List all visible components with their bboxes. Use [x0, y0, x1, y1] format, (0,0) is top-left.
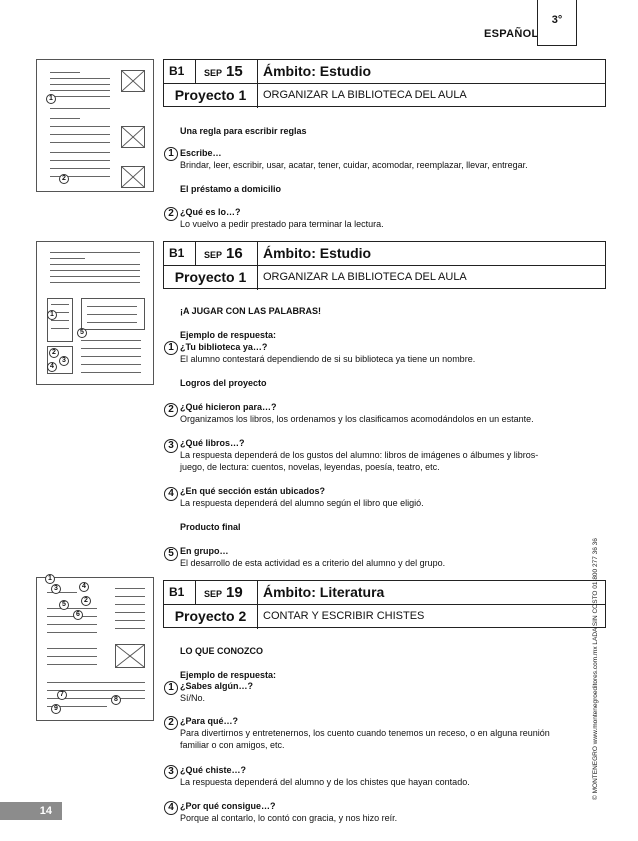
page-thumbnail-2 [36, 241, 154, 385]
project-name: CONTAR Y ESCRIBIR CHISTES [263, 610, 425, 622]
answer: La respuesta dependerá del alumno y de los chistes que hayan contado. [180, 777, 470, 787]
subheading: Una regla para escribir reglas [180, 126, 307, 136]
ambito-title: Ámbito: Estudio [263, 63, 372, 79]
activity-marker: 3 [164, 439, 178, 453]
ambito-title: Ámbito: Estudio [263, 245, 372, 261]
answer: Organizamos los libros, los ordenamos y los clasificamos acomodándolos en un estante. [180, 414, 534, 424]
answer: Para divertirnos y entretenernos, los cuento cuando tenemos un receso, o en alguna reunión [180, 728, 550, 738]
question: ¿Qué hicieron para…? [180, 402, 277, 412]
block-label: B1 [164, 60, 196, 84]
thumb-marker: 4 [47, 362, 57, 372]
subheading: Logros del proyecto [180, 378, 267, 388]
project-name: ORGANIZAR LA BIBLIOTECA DEL AULA [263, 271, 467, 283]
thumb-marker: 5 [77, 328, 87, 338]
project-label: Proyecto 2 [164, 605, 258, 629]
section-banner [163, 59, 606, 107]
thumb-marker: 2 [81, 596, 91, 606]
thumb-marker: 5 [59, 600, 69, 610]
subheading: LO QUE CONOZCO [180, 646, 263, 656]
thumb-marker: 4 [79, 582, 89, 592]
question: ¿En qué sección están ubicados? [180, 486, 326, 496]
section-banner [163, 241, 606, 289]
answer: La respuesta dependerá de los gustos del alumno: libros de imágenes o álbumes y libros- [180, 450, 539, 460]
question: ¿Qué es lo…? [180, 207, 241, 217]
block-label: B1 [164, 581, 196, 605]
block-label: B1 [164, 242, 196, 266]
activity-marker: 2 [164, 207, 178, 221]
thumb-marker: 6 [73, 610, 83, 620]
subheading: Ejemplo de respuesta: [180, 330, 277, 340]
answer: familiar o con amigos, etc. [180, 740, 285, 750]
publisher-credit: © MONTENEGRO www.montenegroeditores.com.mx LADA SIN COSTO 01 800 277 36 36 [592, 538, 599, 800]
subheading: Producto final [180, 522, 241, 532]
thumb-marker: 3 [59, 356, 69, 366]
section-banner [163, 580, 606, 628]
image-placeholder-icon [121, 126, 145, 148]
question: ¿Sabes algún…? [180, 681, 254, 691]
answer: Brindar, leer, escribir, usar, acatar, tener, cuidar, acomodar, reemplazar, llevar, entregar. [180, 160, 528, 170]
project-label: Proyecto 1 [164, 266, 258, 290]
activity-marker: 4 [164, 801, 178, 815]
activity-marker: 2 [164, 403, 178, 417]
subject-header: ESPAÑOL [484, 28, 539, 40]
activity-marker: 4 [164, 487, 178, 501]
question: ¿Tu biblioteca ya…? [180, 342, 268, 352]
answer: El alumno contestará dependiendo de si su biblioteca ya tiene un nombre. [180, 354, 476, 364]
question: En grupo… [180, 546, 229, 556]
question: Escribe… [180, 148, 222, 158]
project-label: Proyecto 1 [164, 84, 258, 108]
subheading: ¡A JUGAR CON LAS PALABRAS! [180, 306, 321, 316]
sep-page: SEP 16 [196, 242, 258, 266]
subheading: Ejemplo de respuesta: [180, 670, 277, 680]
sep-page: SEP 15 [196, 60, 258, 84]
question: ¿Qué libros…? [180, 438, 245, 448]
answer: juego, de lectura: cuentos, novelas, leyendas, poesía, teatro, etc. [180, 462, 440, 472]
answer: Lo vuelvo a pedir prestado para terminar la lectura. [180, 219, 384, 229]
subheading: El préstamo a domicilio [180, 184, 282, 194]
thumb-marker: 2 [49, 348, 59, 358]
activity-marker: 2 [164, 716, 178, 730]
thumb-marker: 1 [45, 574, 55, 584]
question: ¿Qué chiste…? [180, 765, 247, 775]
answer: El desarrollo de esta actividad es a criterio del alumno y del grupo. [180, 558, 446, 568]
thumb-marker: 7 [57, 690, 67, 700]
image-placeholder-icon [121, 166, 145, 188]
activity-marker: 3 [164, 765, 178, 779]
page-number: 14 [0, 802, 62, 820]
image-placeholder-icon [121, 70, 145, 92]
activity-marker: 5 [164, 547, 178, 561]
page-thumbnail-3 [36, 577, 154, 721]
sep-page: SEP 19 [196, 581, 258, 605]
project-name: ORGANIZAR LA BIBLIOTECA DEL AULA [263, 89, 467, 101]
question: ¿Por qué consigue…? [180, 801, 276, 811]
activity-marker: 1 [164, 681, 178, 695]
activity-marker: 1 [164, 147, 178, 161]
thumb-marker: 8 [111, 695, 121, 705]
question: ¿Para qué…? [180, 716, 239, 726]
page-thumbnail-1 [36, 59, 154, 192]
activity-marker: 1 [164, 341, 178, 355]
thumb-marker: 3 [51, 584, 61, 594]
grade-tab: 3° [537, 0, 577, 46]
answer: Porque al contarlo, lo contó con gracia, y nos hizo reír. [180, 813, 398, 823]
ambito-title: Ámbito: Literatura [263, 584, 385, 600]
thumb-marker: 1 [46, 94, 56, 104]
thumb-marker: 2 [59, 174, 69, 184]
thumb-marker: 1 [47, 310, 57, 320]
thumb-marker: 9 [51, 704, 61, 714]
image-placeholder-icon [115, 644, 145, 668]
answer: Sí/No. [180, 693, 206, 703]
answer: La respuesta dependerá del alumno según el libro que eligió. [180, 498, 424, 508]
